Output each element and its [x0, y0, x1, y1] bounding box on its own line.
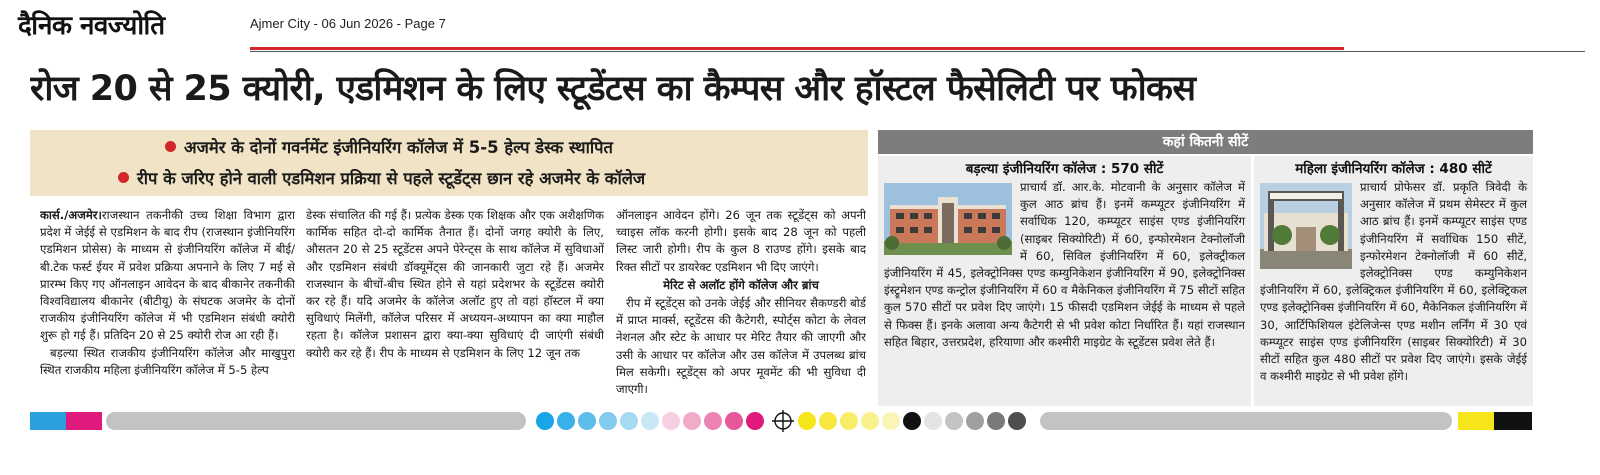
highlight-text-2: रीप के जरिए होने वाली एडमिशन प्रक्रिया से पहले स्टूडेंट्स छान रहे अजमेर के कॉलेज	[137, 169, 646, 188]
registration-dot	[924, 412, 942, 430]
college-details-text: प्राचार्य डॉ. आर.के. मोटवानी के अनुसार कॉलेज में कुल आठ ब्रांच हैं। इनमें कम्प्यूटर इंजीनियरिंग में सर्वाधिक 120, कम्प्यूटर साइंस एण्ड इंजीनियरिंग (साइबर सिक्योरिटी) में 60, इन्फोरमेशन टेक्नोलॉजी में 60, सिविल इंजीनियरिंग में 60, इलेक्ट्रीकल इंजीनियरिंग में 45, इलेक्ट्रोनिक्स एण्ड कम्युनिकेशन इंजीनियरिंग में 90, इलेक्ट्रोनिक्स इंस्ट्रूमेशन एण्ड कन्ट्रोल इंजीनियरिंग में 60 व मैकेनिकल इंजीनियरिंग में 75 सीटों सहित कुल 570 सीटों पर प्रवेश दिए जाएंगे। 15 फीसदी एडमिशन जेईई के माध्यम से पहले से फिक्स हैं। इनके अलावा अन्य कैटेगरी से भी प्रवेश कोटा निर्धारित हैं। यहां राजस्थान सहित बिहार, उत्तरप्रदेश, हरियाणा और कश्मीरी माइग्रेट के स्टूडेंटस प्रवेश लेते हैं।	[884, 180, 1245, 349]
highlight-line-2	[118, 166, 645, 189]
registration-dot	[704, 412, 722, 430]
registration-crosshair-icon	[772, 410, 794, 432]
article-column-3	[616, 207, 866, 414]
registration-dot	[966, 412, 984, 430]
header-red-rule	[250, 47, 1344, 50]
highlight-text-1: अजमेर के दोनों गवर्नमेंट इंजीनियरिंग कॉलेज में 5-5 हेल्प डेस्क स्थापित	[184, 138, 613, 157]
registration-dot	[536, 412, 554, 430]
byline: कार्स./अजमेर।	[40, 208, 102, 222]
registration-bar-magenta	[66, 412, 102, 430]
highlight-box	[30, 130, 868, 196]
article-paragraph	[40, 207, 295, 345]
registration-dot	[620, 412, 638, 430]
college-gate-photo	[1260, 183, 1352, 269]
article-body	[40, 207, 868, 414]
sidebar-title: कहां कितनी सीटें	[878, 130, 1533, 154]
registration-dot	[662, 412, 680, 430]
registration-dot	[746, 412, 764, 430]
registration-dot	[903, 412, 921, 430]
registration-bar-yellow	[1458, 412, 1494, 430]
registration-bar-black	[1494, 412, 1532, 430]
highlight-line-1	[165, 135, 613, 158]
registration-dot	[683, 412, 701, 430]
registration-dot	[840, 412, 858, 430]
college-panel-mahila	[1254, 156, 1533, 406]
registration-dot	[882, 412, 900, 430]
college-details-text: प्राचार्य प्रोफेसर डॉ. प्रकृति त्रिवेदी के अनुसार कॉलेज में प्रथम सेमेस्टर में कुल आठ ब्रांच हैं। इनमें कम्प्यूटर साइंस एण्ड इंजीनियरिंग में सर्वाधिक 150 सीटें, इन्फोरमेशन टेक्नोलॉजी में 60 सीटें, इलेक्ट्रोनिक्स एण्ड कम्युनिकेशन इंजीनियरिंग में 60, इलेक्ट्रिकल इंजीनियरिंग में 60, इलेक्ट्रिकल एण्ड इलेक्ट्रोनिक्स इंजीनियरिंग में 60, मैकेनिकल इंजीनियरिंग में 30, आर्टिफिशियल इंटेलिजेन्स एण्ड मशीन लर्निंग में 30 एवं कम्प्यूटर साइंस एण्ड इंजीनियरिंग (साइबर सिक्योरिटी) में 30 सीटों सहित कुल 480 सीटों पर प्रवेश दिए जाएंगे। इसके जेईई व कश्मीरी माइग्रेट से भी प्रवेश होंगे।	[1260, 180, 1527, 384]
registration-dot	[578, 412, 596, 430]
article-column-1	[40, 207, 295, 414]
article-paragraph: बड़ल्या स्थित राजकीय इंजीनियरिंग कॉलेज और माखुपुरा स्थित राजकीय महिला इंजीनियरिंग कॉलेज में 5-5 हेल्प	[40, 345, 295, 377]
registration-dot	[1008, 412, 1026, 430]
registration-bar-cyan	[30, 412, 66, 430]
registration-bar-grey	[1040, 412, 1452, 430]
article-paragraph: रीप में स्टूडेंट्स को उनके जेईई और सीनियर सैकण्डरी बोर्ड में प्राप्त मार्क्स, स्टूडेंटस की कैटेगरी, स्पोर्ट्स कोटा के लेवल नेशनल और स्टेट के आधार पर मेरिट तैयार की जाएगी और उसी के आधार पर कॉलेज और उस कॉलेज में उपलब्ध ब्रांच मिल सकेगी। स्टूडेंट्स को अपर मूवमेंट की भी सुविधा दी जाएगी।	[616, 296, 866, 397]
registration-dot	[599, 412, 617, 430]
article-column-2	[306, 207, 604, 414]
masthead-logo: दैनिक नवज्योति	[18, 11, 165, 41]
article-subhead: मेरिट से अलॉट होंगे कॉलेज और ब्रांच	[663, 277, 819, 292]
college-details	[878, 177, 1251, 351]
article-paragraph: ऑनलाइन आवेदन होंगे। 26 जून तक स्टूडेंट्स को अपनी च्वाइस लॉक करनी होगी। इसके बाद 28 जून को पहली लिस्ट जारी होगी। रीप के कुल 8 राउण्ड होंगे। इसके बाद रिक्त सीटों पर डायरेक्ट एडमिशन भी दिए जाएंगे।	[616, 208, 866, 274]
bullet-dot-icon	[165, 141, 176, 152]
college-building-photo	[884, 183, 1012, 255]
page-meta: Ajmer City - 06 Jun 2026 - Page 7	[250, 16, 446, 31]
article-headline: रोज 20 से 25 क्योरी, एडमिशन के लिए स्टूडेंटस का कैम्पस और हॉस्टल फैसेलिटी पर फोकस	[30, 69, 1196, 109]
header-thin-rule	[250, 51, 1585, 52]
paragraph-text: राजस्थान तकनीकी उच्च शिक्षा विभाग द्वारा प्रदेश में जेईई से एडमिशन के बाद रीप (राजस्थान इंजीनियरिंग एडमिशन प्रोसेस) के माध्यम से इंजीनियरिंग कॉलेज में बीई/बी.टेक फर्स्ट ईयर में प्रवेश प्रक्रिया अपनाने के लिए 7 मई से प्रारम्भ किए गए ऑनलाइन आवेदन के बाद बीकानेर तकनीकी विश्वविद्यालय बीकानेर (बीटीयू) के संघटक अजमेर के दोनों राजकीय इंजीनियरिंग कॉलेज में भी एडमिशन संबंधी क्योरी शुरू हो गई हैं। प्रतिदिन 20 से 25 क्योरी रोज आ रही हैं।	[40, 208, 295, 343]
college-name: बड़ल्या इंजीनियरिंग कॉलेज : 570 सीटें	[965, 161, 1164, 177]
registration-dot	[798, 412, 816, 430]
registration-dot	[819, 412, 837, 430]
article-paragraph: डेस्क संचालित की गई हैं। प्रत्येक डेस्क एक शिक्षक और एक अशैक्षणिक कार्मिक सहित दो-दो कार्मिक तैनात हैं। दोनों जगह क्योरी के लिए, औसतन 20 से 25 स्टूडेंटस अपने पेरेन्ट्स के साथ कॉलेज में सुविधाओं और एडमिशन संबंधी डॉक्यूमेंट्स की जानकारी जुटा रहे हैं। अजमेर राजस्थान के बीचों-बीच स्थित होने से यहां प्रदेशभर के स्टूडेंटस क्योरी कर रहे हैं। यदि अजमेर के कॉलेज अलॉट हुए तो वहां हॉस्टल में क्या सुविधाएं मिलेंगी, कॉलेज परिसर में अध्ययन-अध्यापन का क्या माहौल रहता है। कॉलेज प्रशासन द्वारा क्या-क्या सुविधाएं दी जाएंगी संबंधी क्योरी कर रहे हैं। रीप के माध्यम से एडमिशन के लिए 12 जून तक	[306, 208, 604, 360]
registration-dot	[945, 412, 963, 430]
registration-dot	[987, 412, 1005, 430]
registration-dot	[861, 412, 879, 430]
registration-dot	[725, 412, 743, 430]
registration-dot	[641, 412, 659, 430]
registration-bar-grey	[106, 412, 526, 430]
college-details	[1254, 177, 1533, 385]
bullet-dot-icon	[118, 172, 129, 183]
registration-dot	[557, 412, 575, 430]
college-name: महिला इंजीनियरिंग कॉलेज : 480 सीटें	[1295, 161, 1492, 177]
college-panel-badlya	[878, 156, 1251, 406]
